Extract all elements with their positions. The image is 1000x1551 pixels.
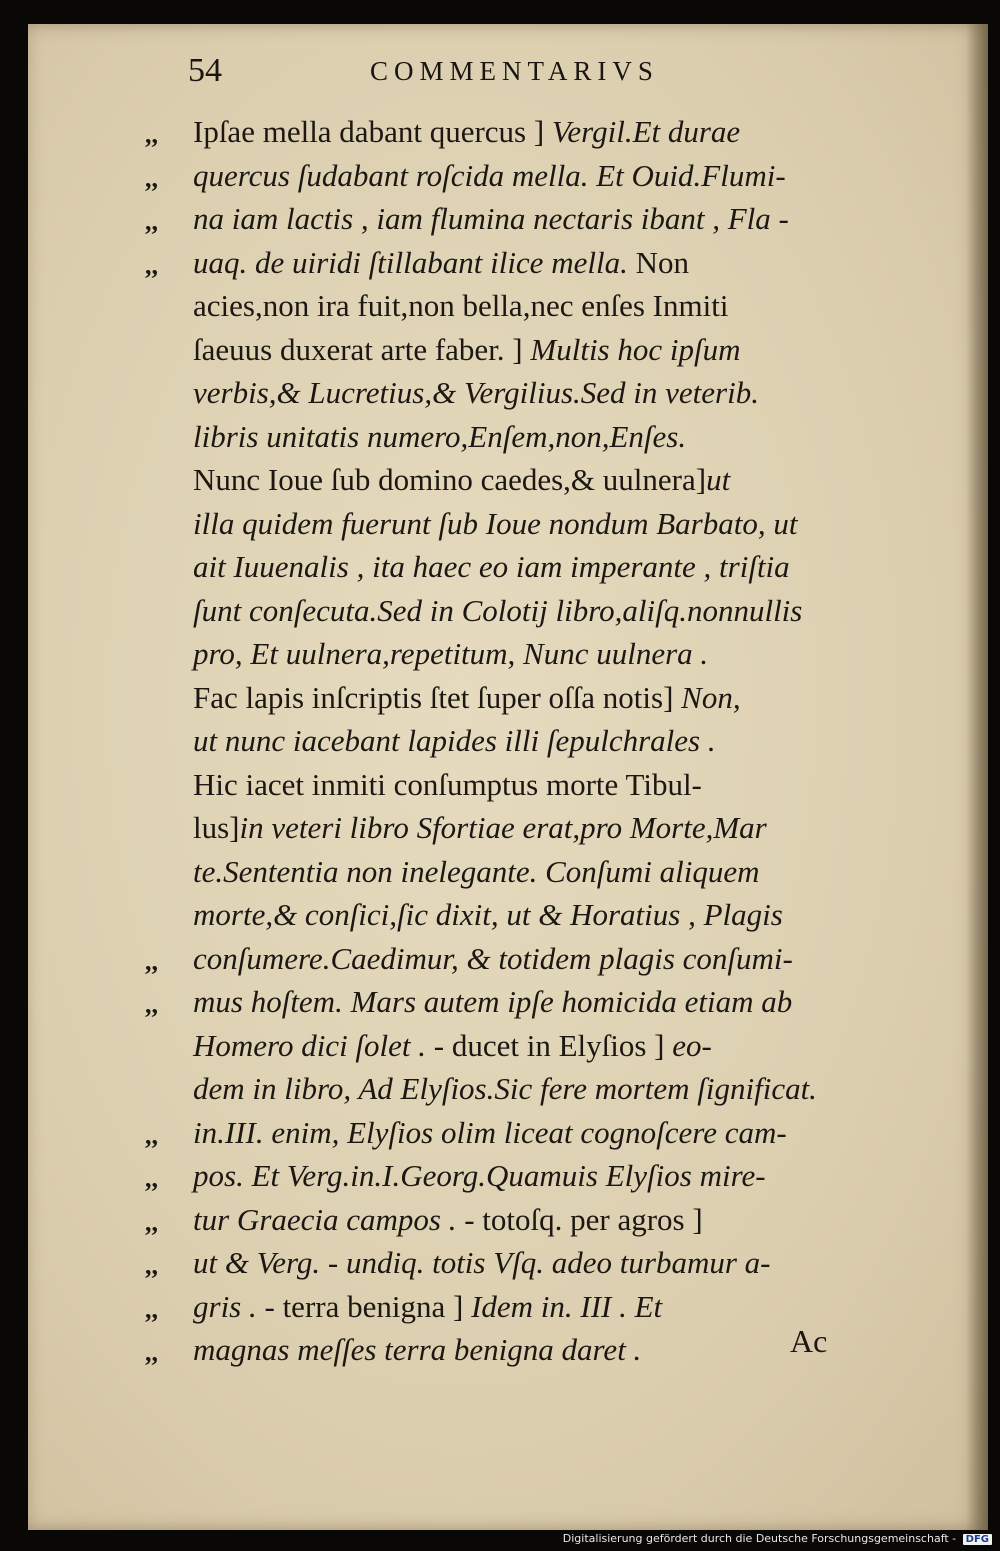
italic-commentary: conſumere.Caedimur, & totidem plagis conſumi- — [193, 940, 793, 976]
text-line — [193, 545, 893, 589]
text-line — [193, 1154, 893, 1198]
italic-commentary: pro, Et uulnera,repetitum, Nunc uulnera . — [193, 636, 709, 671]
credit-text: Digitalisierung gefördert durch die Deutsche Forschungsgemeinschaft - — [562, 1532, 957, 1545]
lemma-text: acies,non ira fuit,non bella,nec enſes Inmiti — [193, 288, 729, 323]
marginal-quote-mark: ,, — [145, 1207, 158, 1237]
text-line — [193, 1285, 893, 1329]
italic-commentary: ut & Verg. - undiq. totis Vſq. adeo turbamur a- — [193, 1245, 771, 1280]
marginal-quote-mark: ,, — [145, 120, 158, 149]
italic-commentary: libris unitatis numero,Enſem,non,Enſes. — [193, 418, 687, 454]
text-line — [193, 589, 893, 633]
marginal-quote-mark: ,, — [145, 1251, 158, 1280]
italic-commentary: Idem in. III . Et — [471, 1288, 663, 1324]
italic-commentary: Multis hoc ipſum — [530, 331, 741, 367]
italic-commentary: quercus ſudabant roſcida mella. Et Ouid.Flumi- — [193, 157, 786, 193]
marginal-quote-mark: ,, — [145, 946, 158, 976]
text-line — [193, 980, 893, 1024]
italic-commentary: mus hoſtem. Mars autem ipſe homicida etiam ab — [193, 984, 793, 1019]
italic-commentary: pos. Et Verg.in.I.Georg.Quamuis Elyſios mire- — [193, 1158, 766, 1193]
text-line — [193, 284, 893, 328]
marginal-quote-mark: ,, — [145, 1120, 158, 1150]
text-line — [193, 1024, 893, 1068]
text-line — [193, 197, 893, 241]
italic-commentary: uaq. de uiridi ſtillabant ilice mella. — [193, 244, 628, 280]
italic-commentary: in.III. enim, Elyſios olim liceat cognoſcere cam- — [193, 1114, 787, 1150]
italic-commentary: ait Iuuenalis , ita haec eo iam imperante , triſtia — [193, 549, 790, 584]
italic-commentary: Vergil.Et durae — [551, 114, 741, 149]
text-line — [193, 1198, 893, 1242]
catchword: Ac — [790, 1323, 828, 1359]
italic-commentary: magnas meſſes terra benigna daret . — [193, 1332, 642, 1367]
marginal-quote-mark: ,, — [145, 163, 158, 193]
text-line — [193, 328, 893, 372]
italic-commentary: ut nunc iacebant lapides illi ſepulchrales . — [193, 723, 716, 758]
lemma-text: Hic iacet inmiti conſumptus morte Tibul- — [193, 766, 702, 802]
lemma-text: Ipſae mella dabant quercus ] — [193, 114, 552, 149]
italic-commentary: eo- — [672, 1027, 712, 1063]
lemma-text: - totoſq. per agros ] — [456, 1201, 703, 1237]
italic-commentary: tur Graecia campos . — [193, 1201, 457, 1237]
italic-commentary: morte,& conſici,ſic dixit, ut & Horatius , Plagis — [193, 897, 783, 932]
dfg-logo: DFG — [963, 1534, 992, 1545]
text-line — [193, 458, 893, 502]
text-line — [193, 676, 893, 720]
text-line — [193, 632, 893, 676]
italic-commentary: na iam lactis , iam flumina nectaris ibant , Fla - — [193, 201, 789, 236]
italic-commentary: Non, — [681, 679, 741, 715]
lemma-text: lus] — [193, 810, 240, 845]
lemma-text: Non — [627, 244, 689, 280]
marginal-quote-mark: ,, — [145, 990, 158, 1019]
lemma-text: Nunc Ioue ſub domino caedes,& uulnera] — [193, 462, 707, 497]
text-line — [193, 154, 893, 198]
marginal-quote-mark: ,, — [145, 207, 158, 236]
lemma-text: - ducet in Elyſios ] — [426, 1027, 673, 1063]
text-line — [193, 502, 893, 546]
text-line — [193, 415, 893, 459]
text-line — [193, 110, 893, 154]
page-edge-shadow — [966, 24, 988, 1530]
text-line — [193, 371, 893, 415]
text-line — [193, 806, 893, 850]
lemma-text: Fac lapis inſcriptis ſtet ſuper oſſa notis] — [193, 679, 682, 715]
text-line — [193, 893, 893, 937]
text-line — [193, 719, 893, 763]
running-head: COMMENTARIVS — [370, 56, 659, 86]
text-line — [193, 937, 893, 981]
marginal-quote-mark: ,, — [145, 1164, 158, 1193]
text-line — [193, 850, 893, 894]
italic-commentary: te.Sententia non inelegante. Conſumi aliquem — [193, 853, 760, 889]
marginal-quote-mark: ,, — [145, 1294, 158, 1324]
marginal-quote-mark: ,, — [145, 250, 158, 280]
italic-commentary: Homero dici ſolet . — [193, 1027, 427, 1063]
lemma-text: - terra benigna ] — [256, 1288, 472, 1324]
text-line — [193, 1111, 893, 1155]
text-line — [193, 763, 893, 807]
lemma-text: ſaeuus duxerat arte faber. ] — [193, 331, 531, 367]
text-line — [193, 1328, 893, 1372]
marginal-quote-mark: ,, — [145, 1338, 158, 1367]
page-number: 54 — [188, 52, 222, 89]
italic-commentary: illa quidem fuerunt ſub Ioue nondum Barbato, ut — [193, 505, 798, 541]
italic-commentary: in veteri libro Sfortiae erat,pro Morte,Mar — [239, 810, 767, 845]
text-line — [193, 1241, 893, 1285]
italic-commentary: dem in libro, Ad Elyſios.Sic fere mortem ſignificat. — [193, 1071, 817, 1106]
italic-commentary: ut — [706, 462, 731, 497]
italic-commentary: ſunt conſecuta.Sed in Colotij libro,aliſq.nonnullis — [193, 592, 803, 628]
digitization-credit — [563, 1532, 992, 1545]
italic-commentary: gris . — [193, 1288, 257, 1324]
italic-commentary: verbis,& Lucretius,& Vergilius.Sed in veterib. — [193, 375, 759, 410]
text-line — [193, 241, 893, 285]
text-line — [193, 1067, 893, 1111]
